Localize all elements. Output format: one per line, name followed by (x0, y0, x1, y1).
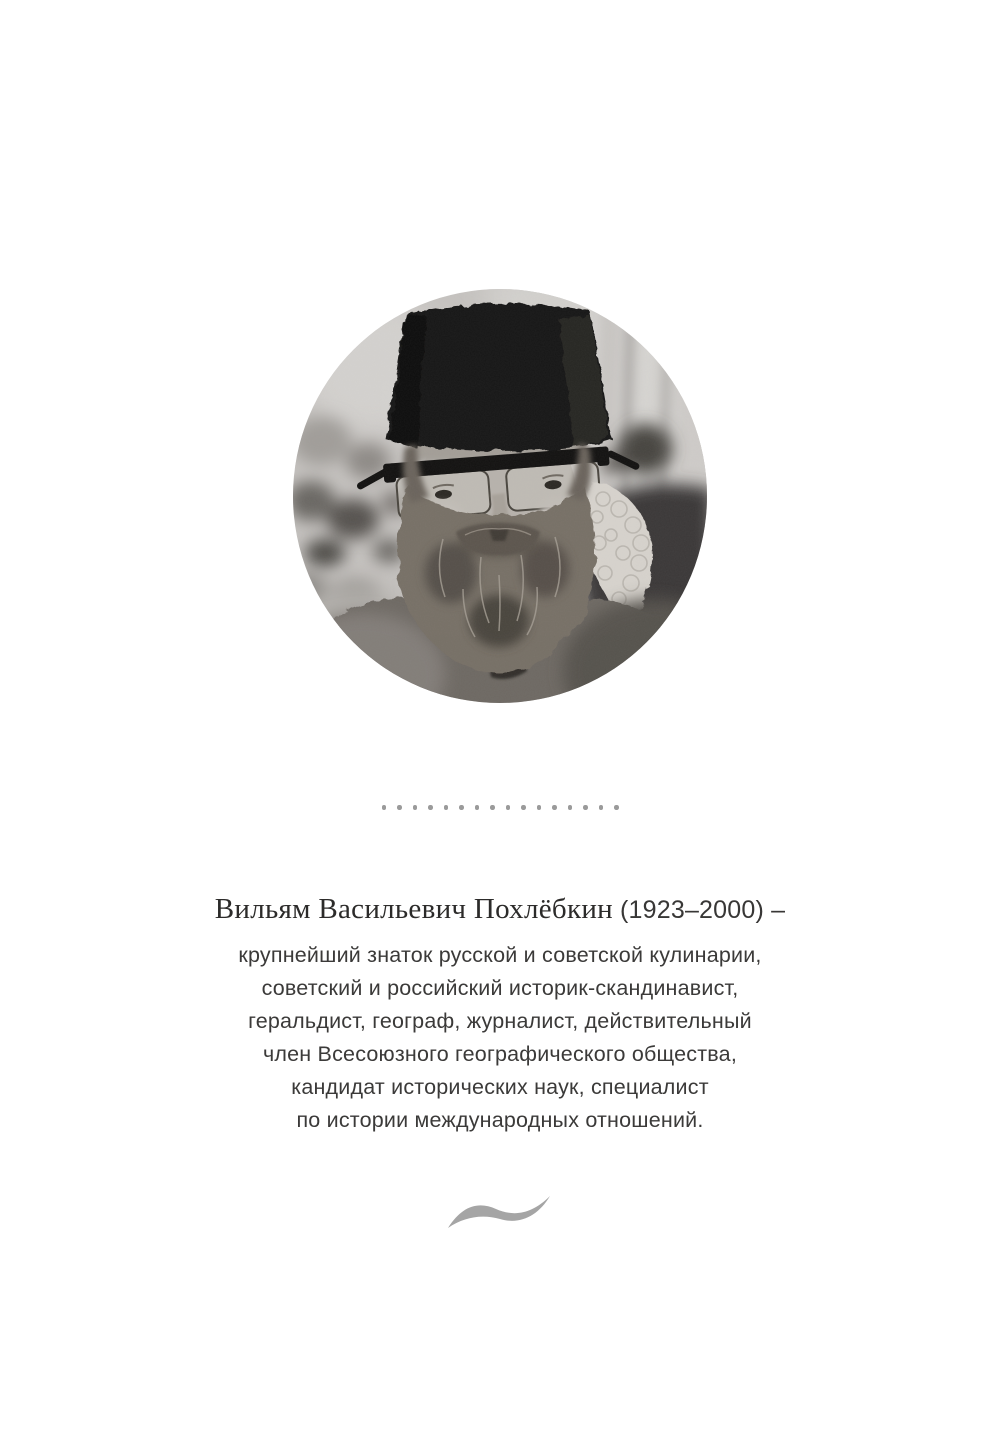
dotted-divider (0, 805, 1000, 810)
divider-dot (521, 805, 526, 810)
divider-dot (397, 805, 402, 810)
portrait-illustration (293, 289, 707, 703)
divider-dot (413, 805, 418, 810)
photo-grain-overlay (293, 289, 707, 703)
divider-dot (583, 805, 588, 810)
divider-dot (459, 805, 464, 810)
bio-line: советский и российский историк-скандинавист, (261, 976, 739, 1000)
divider-dot (490, 805, 495, 810)
biography-text (0, 939, 1000, 1137)
divider-dot (537, 805, 542, 810)
divider-dot (568, 805, 573, 810)
divider-dot (475, 805, 480, 810)
bio-line: крупнейший знаток русской и советской кулинарии, (238, 943, 762, 967)
biography-block (0, 889, 1000, 1137)
bio-line: по истории международных отношений. (296, 1108, 704, 1132)
portrait-photo (293, 289, 707, 703)
divider-dot (382, 805, 387, 810)
bio-line: геральдист, географ, журналист, действительный (248, 1009, 752, 1033)
divider-dot (506, 805, 511, 810)
flourish-swash (446, 1194, 554, 1234)
bio-line: кандидат исторических наук, специалист (291, 1075, 709, 1099)
person-years: (1923–2000) – (620, 896, 786, 924)
divider-dot (444, 805, 449, 810)
bio-line: член Всесоюзного географического общества, (263, 1042, 737, 1066)
person-name: Вильям Васильевич Похлёбкин (214, 893, 614, 925)
flourish-container (0, 1194, 1000, 1234)
divider-dot (552, 805, 557, 810)
divider-dot (428, 805, 433, 810)
divider-dot (614, 805, 619, 810)
page-title (0, 889, 1000, 926)
divider-dot (599, 805, 604, 810)
